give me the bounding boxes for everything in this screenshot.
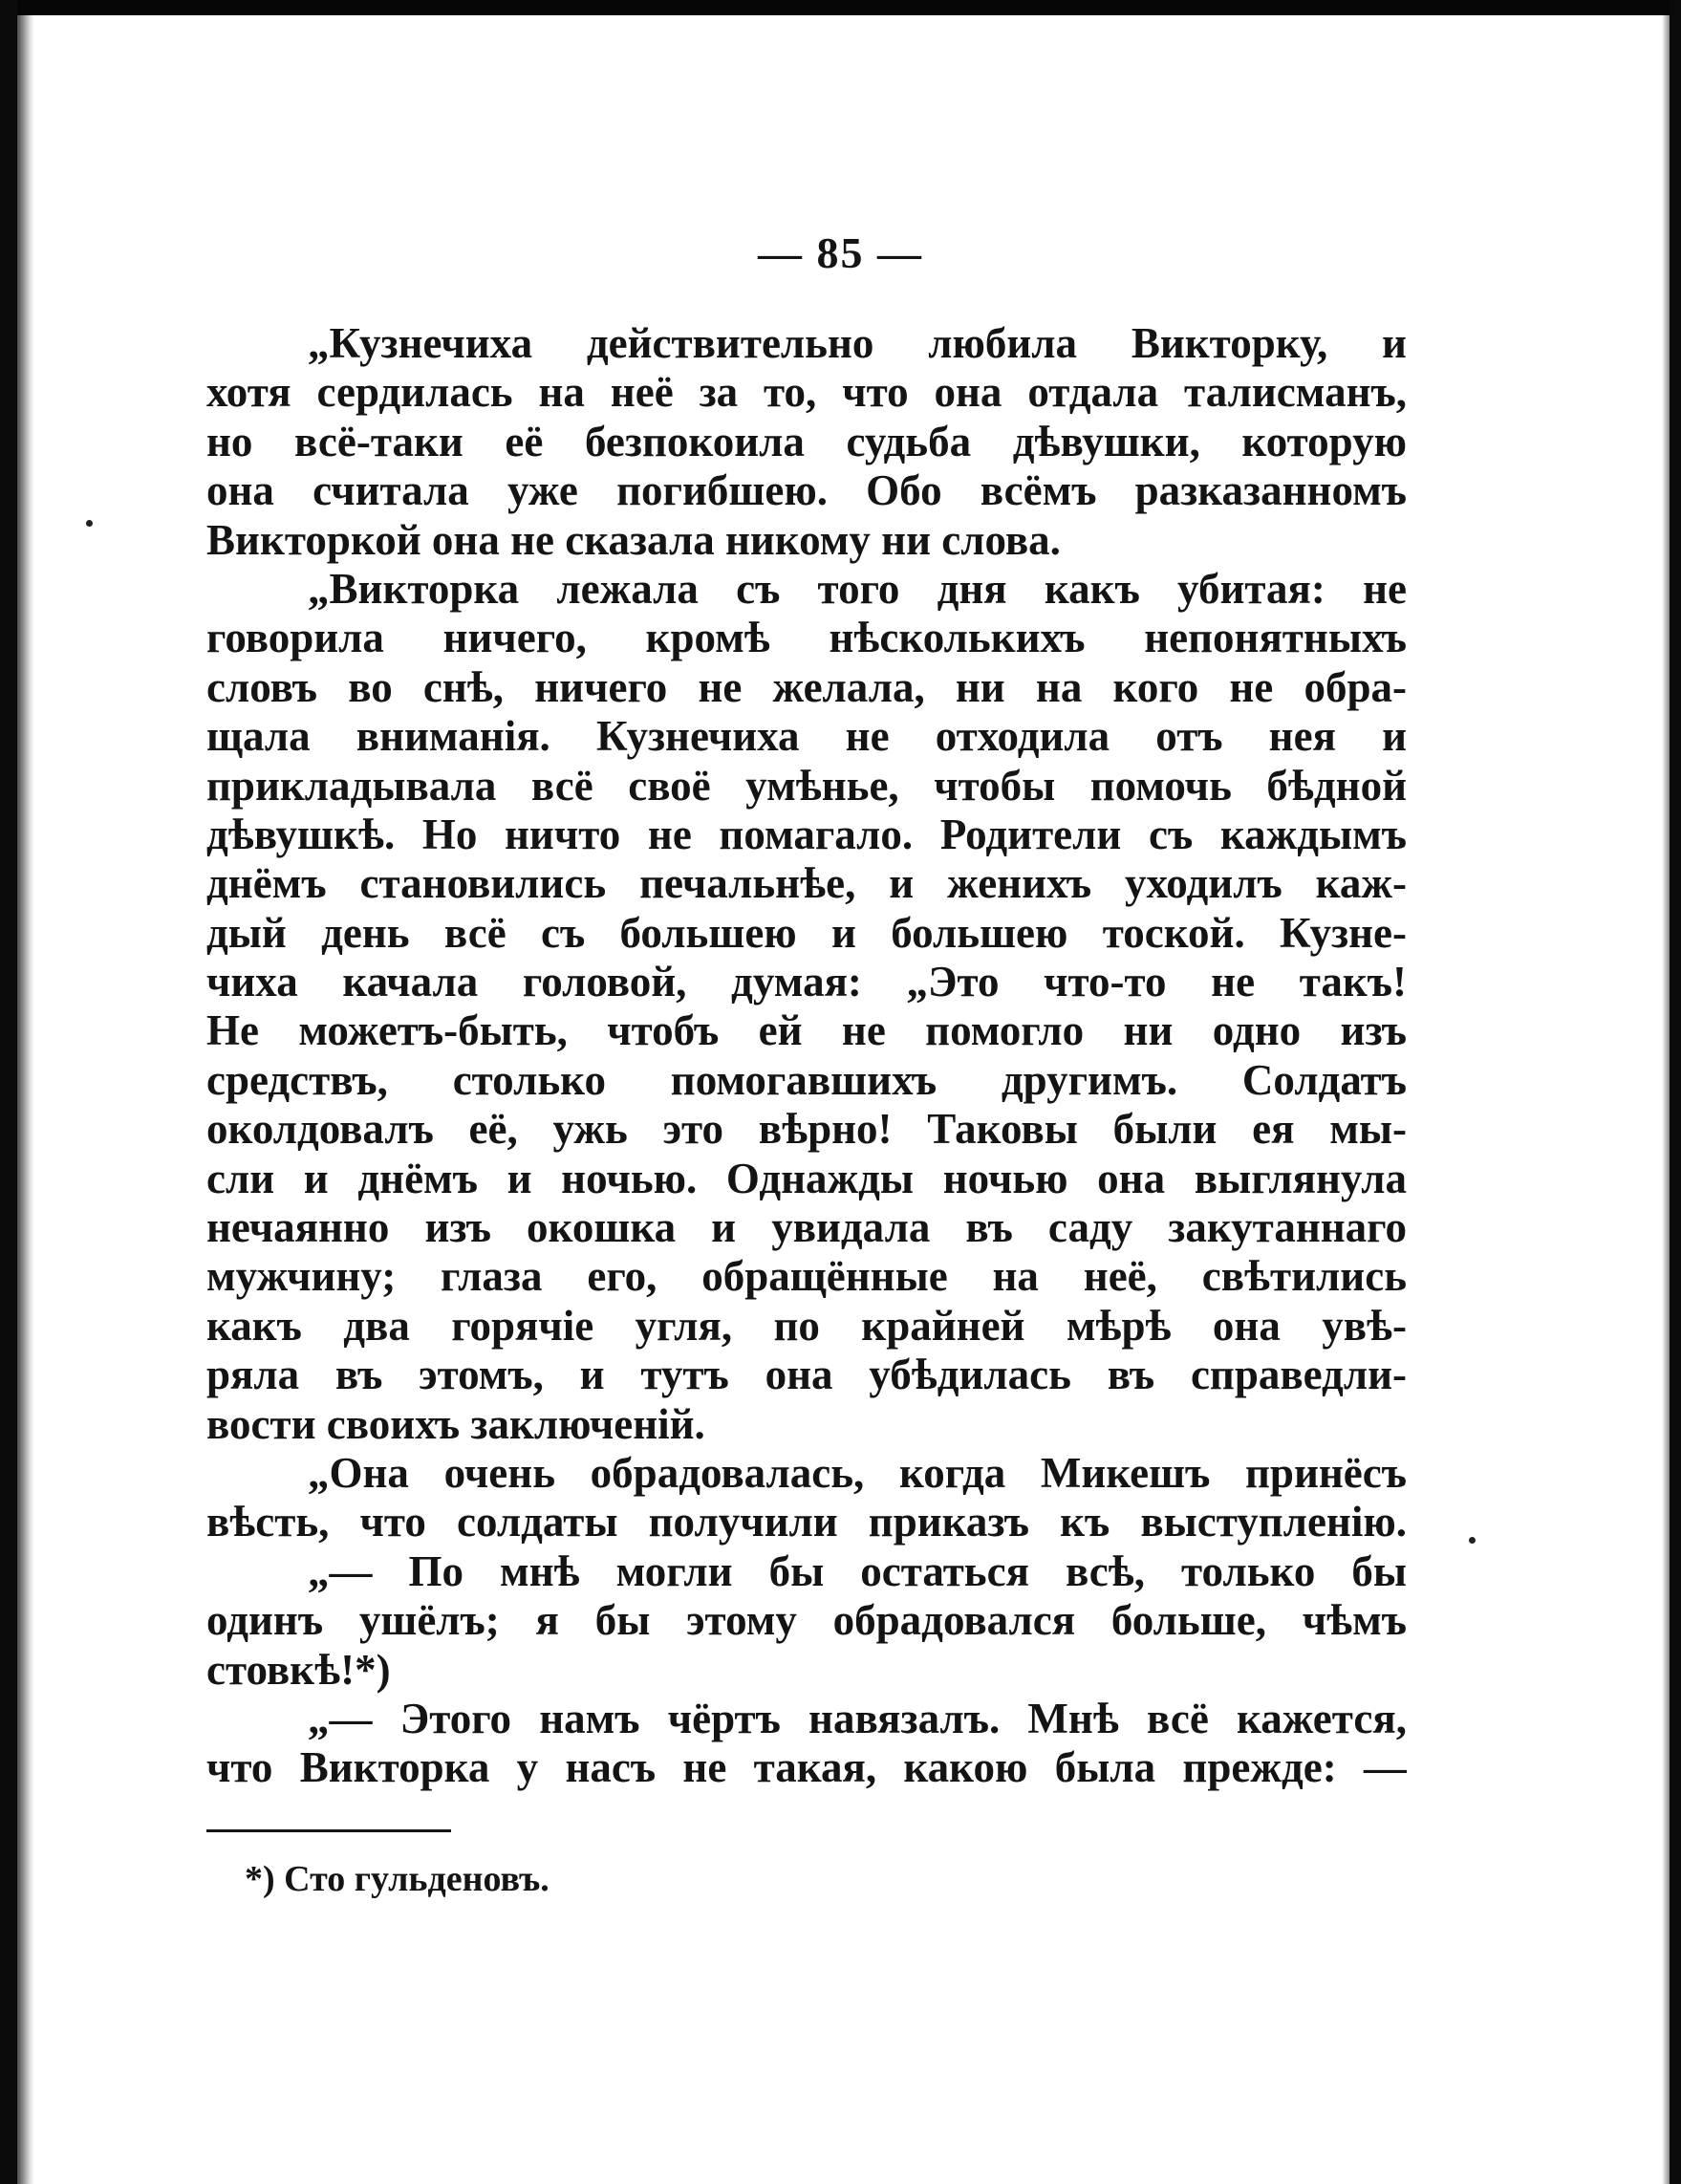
body-text <box>206 319 1407 1793</box>
text-line: хотя сердилась на неё за то, что она отдала талисманъ, <box>206 368 1407 417</box>
scan-right-border <box>1670 0 1681 2184</box>
text-line: околдовалъ её, ужь это вѣрно! Таковы были ея мы- <box>206 1105 1407 1154</box>
text-line: ряла въ этомъ, и тутъ она убѣдилась въ справедли- <box>206 1351 1407 1399</box>
scan-speck <box>86 520 93 527</box>
footnote: *) Сто гульденовъ. <box>245 1859 550 1899</box>
text-line: „— По мнѣ могли бы остаться всѣ, только бы <box>308 1546 1407 1595</box>
text-line: „Кузнечиха действительно любила Викторку, и <box>308 319 1407 367</box>
page-right-edge-shadow <box>1662 15 1670 2184</box>
scan-top-border <box>0 0 1681 15</box>
text-line: она считала уже погибшею. Обо всёмъ разказанномъ <box>206 466 1407 515</box>
text-line: прикладывала всё своё умѣнье, чтобы помочь бѣдной <box>206 761 1407 810</box>
text-line: какъ два горячіе угля, по крайней мѣрѣ она увѣ- <box>206 1301 1407 1350</box>
text-line: Не можетъ-быть, чтобъ ей не помогло ни одно изъ <box>206 1006 1407 1055</box>
text-line: вѣсть, что солдаты получили приказъ къ выступленію. <box>206 1498 1407 1546</box>
page-number: — 85 — <box>758 228 923 277</box>
text-line: днёмъ становились печальнѣе, и женихъ уходилъ каж- <box>206 859 1407 908</box>
text-line: дый день всё съ большею и большею тоской. Кузне- <box>206 908 1407 957</box>
text-line: щала вниманія. Кузнечиха не отходила отъ нея и <box>206 712 1407 761</box>
text-line: что Викторка у насъ не такая, какою была прежде: — <box>206 1743 1407 1792</box>
text-line: Викторкой она не сказала никому ни слова. <box>206 515 1061 564</box>
scan-speck <box>1469 1537 1476 1544</box>
page-left-edge-shadow <box>17 15 34 2184</box>
footnote-rule <box>206 1829 451 1832</box>
text-line: чиха качала головой, думая: „Это что-то не такъ! <box>206 958 1407 1006</box>
text-line: стовкѣ!*) <box>206 1645 391 1694</box>
text-line: но всё-таки её безпокоила судьба дѣвушки, которую <box>206 417 1407 465</box>
text-line: дѣвушкѣ. Но ничто не помагало. Родители съ каждымъ <box>206 810 1407 858</box>
text-line: „— Этого намъ чёртъ навязалъ. Мнѣ всё кажется, <box>308 1694 1407 1742</box>
text-line: мужчину; глаза его, обращённые на неё, свѣтились <box>206 1252 1407 1301</box>
text-line: нечаянно изъ окошка и увидала въ саду закутаннаго <box>206 1203 1407 1252</box>
text-line: словъ во снѣ, ничего не желала, ни на кого не обра- <box>206 662 1407 711</box>
text-line: сли и днёмъ и ночью. Однажды ночью она выглянула <box>206 1154 1407 1202</box>
text-line: одинъ ушёлъ; я бы этому обрадовался больше, чѣмъ <box>206 1596 1407 1645</box>
text-line: говорила ничего, кромѣ нѣсколькихъ непонятныхъ <box>206 614 1407 662</box>
text-line: средствъ, столько помогавшихъ другимъ. Солдатъ <box>206 1055 1407 1104</box>
scan-left-border <box>0 0 17 2184</box>
text-line: вости своихъ заключеній. <box>206 1399 705 1448</box>
text-line: „Она очень обрадовалась, когда Микешъ принёсъ <box>308 1448 1407 1497</box>
text-line: „Викторка лежала съ того дня какъ убитая: не <box>308 564 1407 613</box>
